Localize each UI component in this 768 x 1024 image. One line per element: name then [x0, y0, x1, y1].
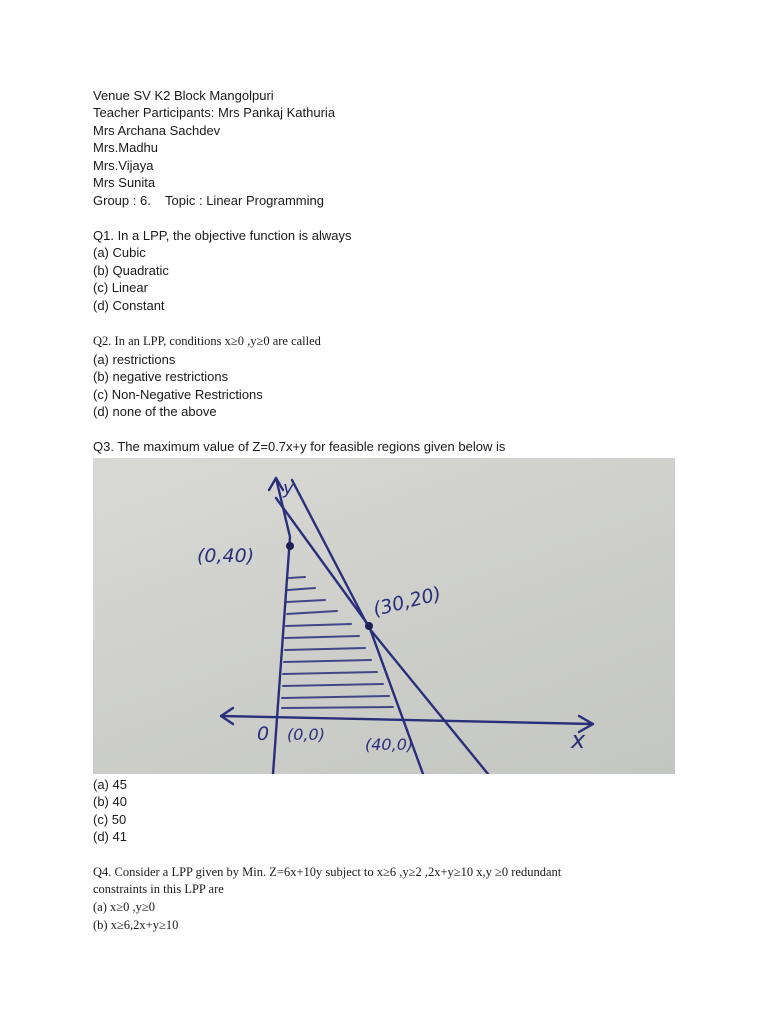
venue-line: Venue SV K2 Block Mangolpuri	[93, 88, 274, 103]
teacher-name: Mrs Sunita	[93, 175, 156, 190]
q2-option: (d) none of the above	[93, 404, 217, 419]
shaded-feasible-region	[282, 577, 393, 708]
q3-option: (c) 50	[93, 812, 127, 827]
q2-option: (c) Non-Negative Restrictions	[93, 387, 263, 402]
q3-option: (b) 40	[93, 794, 127, 809]
q3-option: (a) 45	[93, 777, 127, 792]
q3-option: (d) 41	[93, 829, 127, 844]
q1-option: (c) Linear	[93, 280, 148, 295]
hand-drawn-graph	[93, 458, 675, 774]
teacher-name: Mrs.Madhu	[93, 140, 159, 155]
vertex-0-40	[286, 542, 294, 550]
teacher-name: Mrs Archana Sachdev	[93, 123, 221, 138]
q2-question: Q2. In an LPP, conditions x≥0 ,y≥0 are called	[93, 334, 321, 348]
y-axis-arrow	[269, 478, 283, 490]
q4-question-cont: constraints in this LPP are	[93, 882, 224, 896]
label-point-40-0: (40,0)	[365, 735, 414, 754]
q1-question: Q1. In a LPP, the objective function is always	[93, 228, 352, 243]
label-origin: (0,0)	[287, 725, 325, 744]
q2-option: (b) negative restrictions	[93, 369, 229, 384]
group-topic-line: Group : 6. Topic : Linear Programming	[93, 193, 324, 208]
q1-option: (b) Quadratic	[93, 263, 169, 278]
q4-option: (a) x≥0 ,y≥0	[93, 900, 155, 914]
q4-option: (b) x≥6,2x+y≥10	[93, 918, 179, 932]
q3-question: Q3. The maximum value of Z=0.7x+y for feasible regions given below is	[93, 439, 506, 454]
teacher-name: Mrs.Vijaya	[93, 158, 154, 173]
q1-option: (a) Cubic	[93, 245, 146, 260]
label-x-axis: x	[571, 726, 586, 754]
label-point-0-40: (0,40)	[197, 545, 255, 567]
q2-option: (a) restrictions	[93, 352, 176, 367]
label-origin-mark: 0	[257, 723, 270, 745]
label-point-30-20: (30,20)	[370, 582, 444, 621]
label-y-axis: y	[283, 478, 294, 499]
q4-question: Q4. Consider a LPP given by Min. Z=6x+10y subject to x≥6 ,y≥2 ,2x+y≥10 x,y ≥0 redundant	[93, 865, 562, 879]
q1-option: (d) Constant	[93, 298, 165, 313]
teachers-line: Teacher Participants: Mrs Pankaj Kathuria	[93, 105, 336, 120]
vertex-30-20	[365, 622, 373, 630]
feasible-region-photo	[93, 458, 675, 774]
